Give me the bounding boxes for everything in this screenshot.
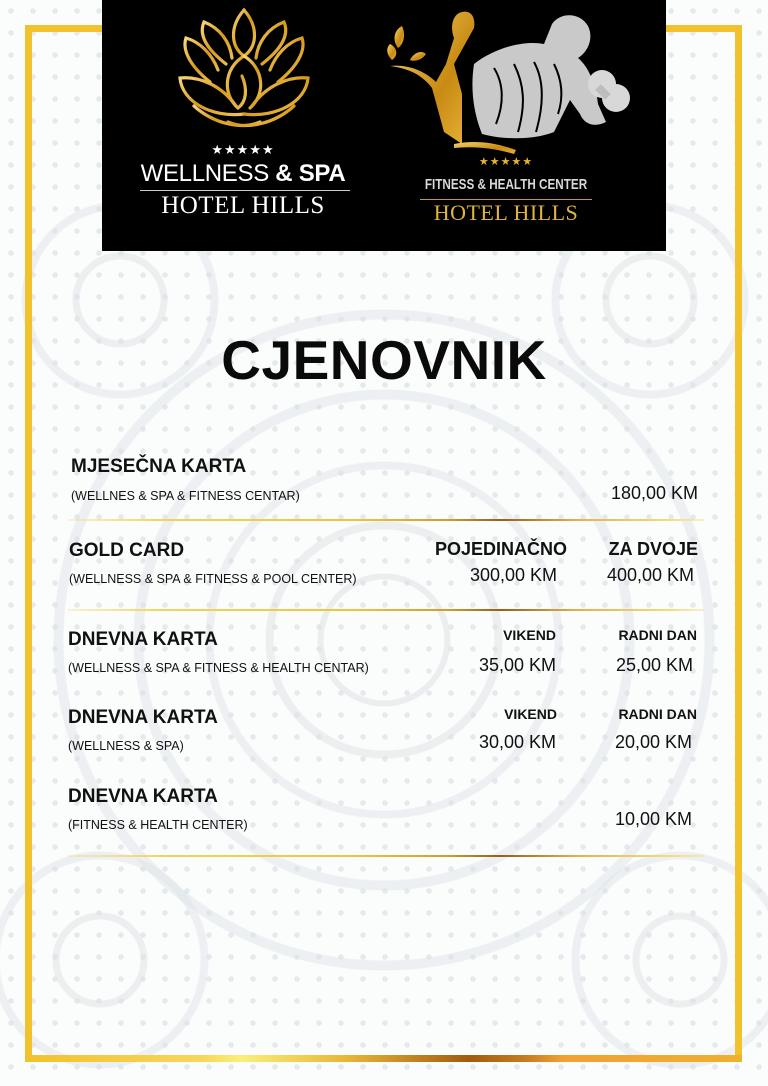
item-subtitle-daily-fitness: (FITNESS & HEALTH CENTER) bbox=[68, 818, 248, 832]
col-head-weekday: RADNI DAN bbox=[618, 706, 697, 722]
lotus-icon bbox=[164, 6, 324, 138]
item-title-monthly: MJESEČNA KARTA bbox=[71, 456, 247, 477]
price-daily-wellness-weekend: 30,00 KM bbox=[478, 732, 556, 752]
item-subtitle-monthly: (WELLNES & SPA & FITNESS CENTAR) bbox=[71, 489, 300, 503]
price-gold-couple: 400,00 KM bbox=[606, 565, 694, 585]
price-gold-individual: 300,00 KM bbox=[469, 565, 557, 585]
wellness-spa-wordmark bbox=[102, 160, 384, 188]
item-title-daily-full: DNEVNA KARTA bbox=[68, 629, 218, 650]
item-subtitle-daily-wellness: (WELLNESS & SPA) bbox=[68, 739, 184, 753]
item-subtitle-daily-full: (WELLNESS & SPA & FITNESS & HEALTH CENTAR) bbox=[68, 661, 369, 675]
header-banner bbox=[102, 0, 666, 251]
col-head-couple: ZA DVOJE bbox=[608, 539, 698, 559]
item-subtitle-gold-card: (WELLNESS & SPA & FITNESS & POOL CENTER) bbox=[69, 572, 357, 586]
fitness-figures-icon bbox=[384, 4, 634, 154]
gold-divider bbox=[68, 609, 704, 611]
logo-divider bbox=[140, 190, 350, 191]
price-monthly: 180,00 KM bbox=[610, 483, 698, 503]
gold-frame-bottom-gradient bbox=[25, 1055, 742, 1062]
item-title-daily-fitness: DNEVNA KARTA bbox=[68, 786, 218, 807]
price-daily-full-weekday: 25,00 KM bbox=[615, 655, 693, 675]
wellness-spa-logo bbox=[102, 0, 384, 251]
wellness-word: WELLNESS bbox=[140, 160, 269, 187]
col-head-individual: POJEDINAČNO bbox=[434, 539, 567, 559]
col-head-weekend: VIKEND bbox=[504, 706, 557, 722]
fitness-health-wordmark: FITNESS & HEALTH CENTER bbox=[424, 176, 588, 193]
price-daily-full-weekend: 35,00 KM bbox=[478, 655, 556, 675]
rating-stars: ★★★★★ bbox=[478, 156, 534, 168]
spa-word: & SPA bbox=[275, 160, 346, 187]
hotel-hills-wordmark: HOTEL HILLS bbox=[433, 200, 579, 225]
hotel-hills-wordmark: HOTEL HILLS bbox=[161, 192, 325, 219]
price-daily-fitness: 10,00 KM bbox=[614, 809, 692, 829]
gold-divider bbox=[68, 855, 704, 857]
rating-stars: ★★★★★ bbox=[211, 142, 275, 157]
item-title-daily-wellness: DNEVNA KARTA bbox=[68, 707, 218, 728]
item-title-gold-card: GOLD CARD bbox=[69, 540, 185, 561]
gold-divider bbox=[68, 519, 704, 521]
price-daily-wellness-weekday: 20,00 KM bbox=[614, 732, 692, 752]
page-title: CJENOVNIK bbox=[221, 329, 547, 391]
col-head-weekday: RADNI DAN bbox=[618, 627, 697, 643]
fitness-health-logo bbox=[384, 0, 666, 251]
col-head-weekend: VIKEND bbox=[503, 627, 556, 643]
